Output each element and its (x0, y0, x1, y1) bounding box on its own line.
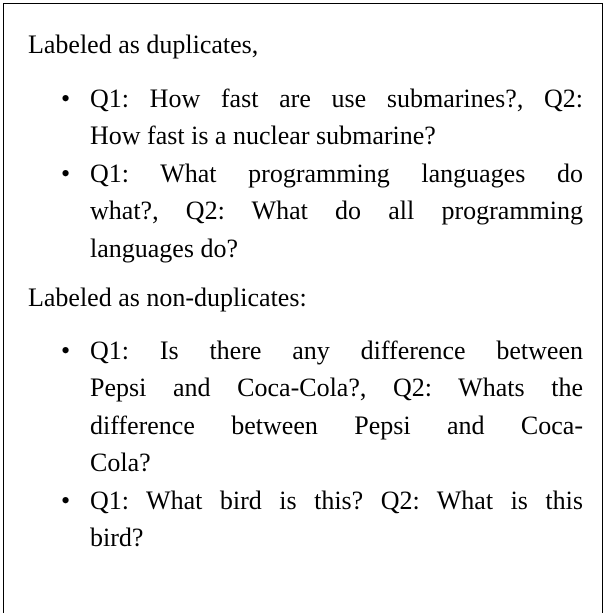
duplicate-pair-1 (28, 80, 583, 155)
example-content (28, 26, 583, 557)
non-duplicate-pair-2 (28, 482, 583, 557)
pair-text-line: How fast is a nuclear submarine? (90, 121, 436, 150)
non-duplicates-list (28, 332, 583, 557)
bullet-icon: • (61, 335, 71, 365)
pair-text-line: Cola? (90, 448, 151, 477)
pair-text-line: Q1: Is there any difference between (90, 335, 583, 365)
pair-text-line: difference between Pepsi and Coca- (90, 410, 583, 440)
duplicate-pair-2 (28, 155, 583, 268)
pair-text-line: Q1: What bird is this? Q2: What is this (90, 485, 583, 515)
non-duplicates-heading: Labeled as non-duplicates: (28, 283, 307, 312)
non-duplicate-pair-1 (28, 332, 583, 482)
bullet-icon: • (61, 83, 71, 113)
bullet-icon: • (61, 485, 71, 515)
pair-text-line: Q1: What programming languages do (90, 158, 583, 188)
pair-text-line: Q1: How fast are use submarines?, Q2: (90, 83, 583, 113)
bullet-icon: • (61, 158, 71, 188)
pair-text-line: what?, Q2: What do all programming (90, 196, 583, 225)
pair-text-line: languages do? (90, 233, 239, 263)
pair-text-line: Pepsi and Coca-Cola?, Q2: Whats the (90, 373, 583, 402)
pair-text-line: bird? (90, 523, 144, 552)
duplicates-heading: Labeled as duplicates, (28, 30, 259, 59)
duplicates-list (28, 80, 583, 268)
example-box (3, 3, 603, 613)
